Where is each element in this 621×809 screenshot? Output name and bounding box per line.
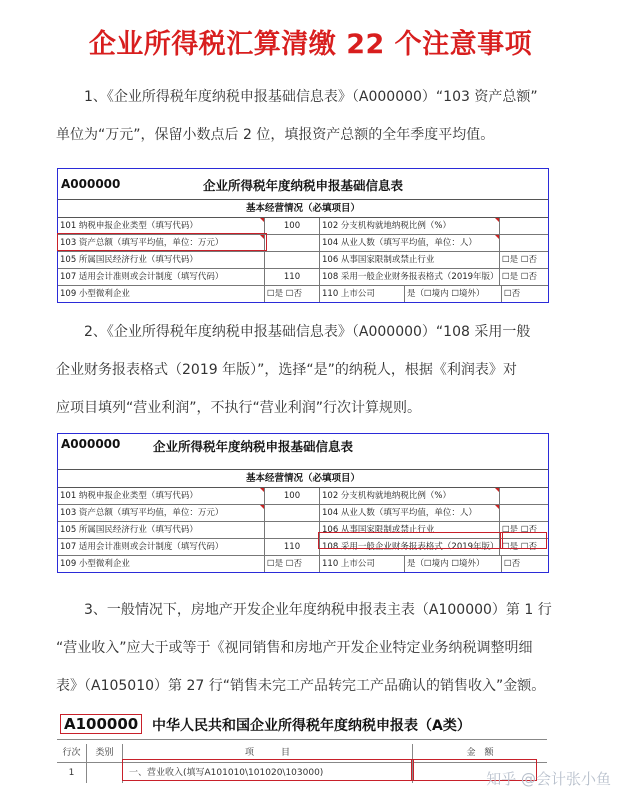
cell: 103 资产总额（填写平均值，单位：万元） bbox=[58, 235, 265, 251]
cell: 109 小型微利企业 bbox=[58, 556, 265, 572]
paragraph-2 bbox=[56, 313, 552, 427]
table-row bbox=[58, 505, 548, 522]
form-code: A000000 bbox=[61, 177, 121, 191]
cell: 110 bbox=[265, 539, 320, 555]
para3-line3: 表》（A105010）第 27 行“销售未完工产品转完工产品确认的销售收入”金额。 bbox=[56, 678, 546, 694]
table-header bbox=[58, 169, 548, 200]
cell: 108 采用一般企业财务报表格式（2019年版） bbox=[320, 269, 500, 285]
cell: 110 bbox=[265, 269, 320, 285]
highlight-box-choice bbox=[500, 532, 547, 549]
paragraph-3 bbox=[56, 591, 552, 705]
highlight-box-revenue bbox=[122, 759, 414, 781]
cell: ☐是 ☐否 bbox=[265, 286, 320, 302]
cell: 107 适用会计准则或会计制度（填写代码） bbox=[58, 539, 265, 555]
cell: 108 采用一般企业财务报表格式（2019年版） bbox=[320, 539, 500, 555]
cell bbox=[500, 235, 548, 251]
cell bbox=[87, 763, 123, 783]
form-title: 企业所得税年度纳税申报基础信息表 bbox=[202, 178, 403, 193]
table-row bbox=[58, 269, 548, 286]
cell: ☐是 ☐否 bbox=[502, 255, 537, 265]
para3-line2: “营业收入”应大于或等于《视同销售和房地产开发企业特定业务纳税调整明细 bbox=[56, 640, 533, 656]
table-header bbox=[58, 434, 548, 470]
cell: 110 上市公司 bbox=[320, 556, 405, 572]
cell: ☐是 ☐否 bbox=[265, 556, 320, 572]
table-row bbox=[58, 556, 548, 572]
cell bbox=[500, 488, 548, 504]
column-header: 项 目 bbox=[123, 744, 413, 762]
cell bbox=[500, 505, 548, 521]
watermark: 知乎 @会计张小鱼 bbox=[486, 770, 611, 788]
cell: 100 bbox=[265, 488, 320, 504]
cell: 是（☐境内 ☐境外） bbox=[405, 286, 502, 302]
cell: 105 所属国民经济行业（填写代码） bbox=[58, 522, 265, 538]
cell bbox=[265, 505, 320, 521]
cell: 107 适用会计准则或会计制度（填写代码） bbox=[58, 269, 265, 285]
section-title: 基本经营情况（必填项目） bbox=[58, 470, 548, 488]
cell: 104 从业人数（填写平均值，单位：人） bbox=[320, 235, 500, 251]
form-code: A000000 bbox=[61, 437, 121, 451]
cell bbox=[500, 218, 548, 234]
basic-info-table-2 bbox=[57, 433, 549, 573]
cell: 101 纳税申报企业类型（填写代码） bbox=[58, 488, 265, 504]
highlight-box-format bbox=[318, 532, 503, 549]
cell: 105 所属国民经济行业（填写代码） bbox=[58, 252, 265, 268]
cell: 是（☐境内 ☐境外） bbox=[405, 556, 502, 572]
form-code: A100000 bbox=[60, 714, 142, 734]
form-title: 中华人民共和国企业所得税年度纳税申报表（A类） bbox=[152, 718, 471, 734]
para2-line2: 企业财务报表格式（2019 年版）”，选择“是”的纳税人，根据《利润表》对 bbox=[56, 362, 517, 378]
cell: ☐是 ☐否 bbox=[502, 272, 537, 282]
table-row bbox=[58, 252, 548, 269]
cell: ☐否 bbox=[504, 289, 521, 299]
para2-line1: 2、《企业所得税年度纳税申报基础信息表》（A000000）“108 采用一般 bbox=[84, 324, 531, 340]
form-title: 企业所得税年度纳税申报基础信息表 bbox=[152, 439, 353, 454]
paragraph-1 bbox=[56, 78, 552, 154]
para1-line2: 单位为“万元”，保留小数点后 2 位，填报资产总额的全年季度平均值。 bbox=[56, 127, 495, 143]
column-header: 类别 bbox=[87, 744, 123, 762]
cell: 102 分支机构就地纳税比例（%） bbox=[320, 488, 500, 504]
cell: 103 资产总额（填写平均值，单位：万元） bbox=[58, 505, 265, 521]
section-title: 基本经营情况（必填项目） bbox=[58, 200, 548, 218]
cell: 106 从事国家限制或禁止行业 bbox=[320, 522, 500, 538]
table-header bbox=[57, 711, 547, 740]
cell: ☐是 ☐否 bbox=[502, 542, 537, 552]
cell: 1 bbox=[57, 763, 87, 783]
table-row bbox=[58, 488, 548, 505]
highlight-box-assets bbox=[57, 233, 267, 251]
cell bbox=[265, 235, 320, 251]
column-header: 金 额 bbox=[466, 748, 494, 758]
table-row bbox=[58, 286, 548, 302]
cell: 102 分支机构就地纳税比例（%） bbox=[320, 218, 500, 234]
cell: 一、营业收入(填写A101010\101020\103000) bbox=[123, 763, 413, 783]
cell bbox=[265, 522, 320, 538]
cell: 106 从事国家限制或禁止行业 bbox=[320, 252, 500, 268]
cell: 110 上市公司 bbox=[320, 286, 405, 302]
para2-line3: 应项目填列“营业利润”，不执行“营业利润”行次计算规则。 bbox=[56, 400, 422, 416]
cell: ☐是 ☐否 bbox=[502, 525, 537, 535]
page-title: 企业所得税汇算清缴 22 个注意事项 bbox=[88, 29, 533, 60]
cell: 101 纳税申报企业类型（填写代码） bbox=[58, 218, 265, 234]
cell: 100 bbox=[265, 218, 320, 234]
cell: 109 小型微利企业 bbox=[58, 286, 265, 302]
para1-line1: 1、《企业所得税年度纳税申报基础信息表》（A000000）“103 资产总额” bbox=[84, 89, 538, 105]
cell: ☐否 bbox=[504, 559, 521, 569]
para3-line1: 3、一般情况下，房地产开发企业年度纳税申报表主表（A100000）第 1 行 bbox=[84, 602, 552, 618]
cell: 104 从业人数（填写平均值，单位：人） bbox=[320, 505, 500, 521]
column-header: 行次 bbox=[57, 744, 87, 762]
cell bbox=[265, 252, 320, 268]
